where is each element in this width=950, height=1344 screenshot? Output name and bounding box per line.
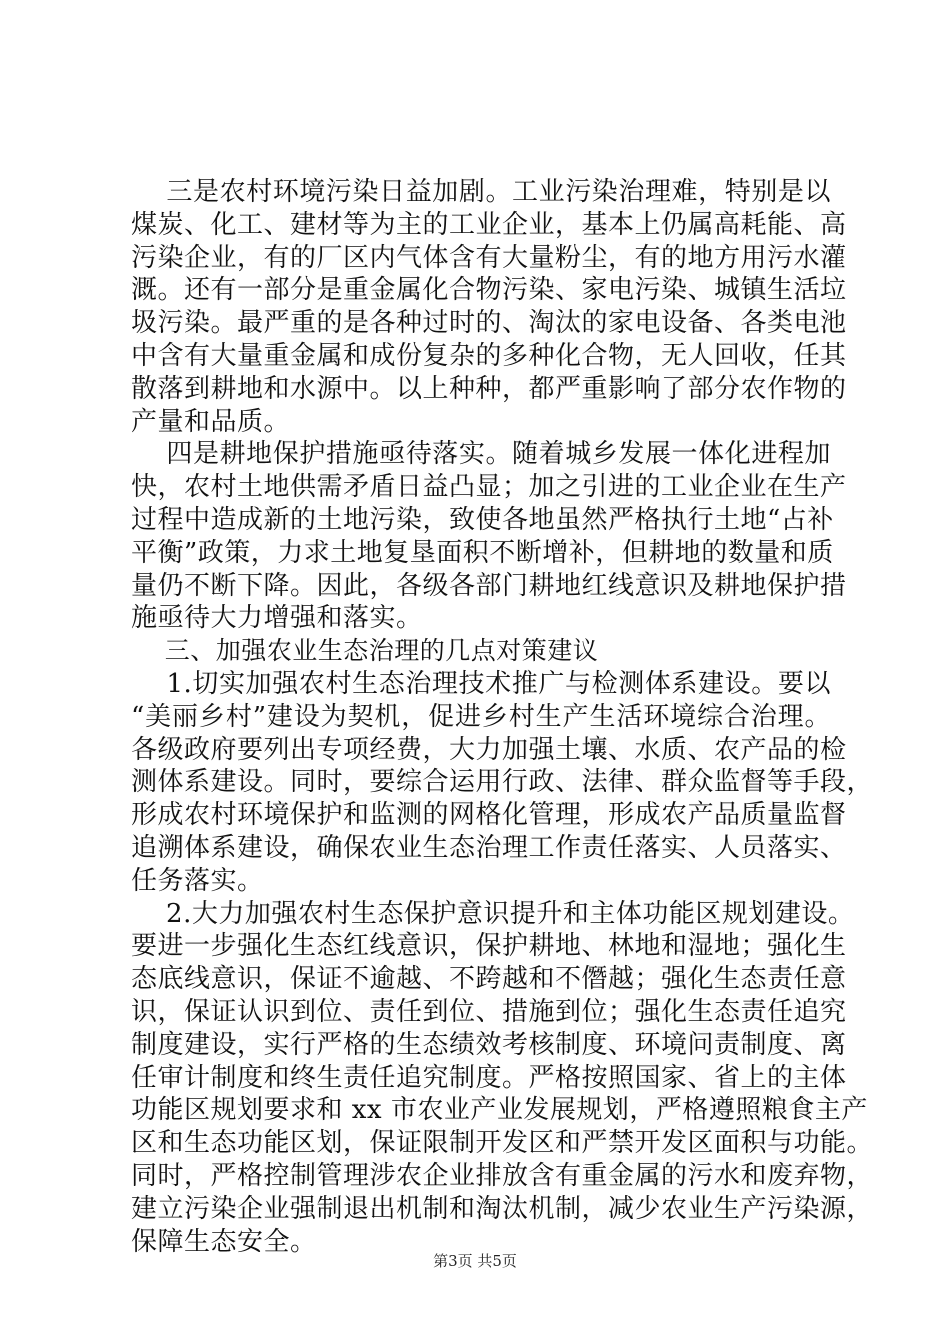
text-line: 同时，严格控制管理涉农企业排放含有重金属的污水和废弃物， — [131, 1160, 874, 1191]
text-line: 制度建设，实行严格的生态绩效考核制度、环境问责制度、离 — [131, 1029, 847, 1060]
text-line: 各级政府要列出专项经费，大力加强土壤、水质、农产品的检 — [131, 734, 847, 765]
text-line: “美丽乡村”建设为契机，促进乡村生产生活环境综合治理。 — [131, 701, 831, 732]
text-line: 圾污染。最严重的是各种过时的、淘汰的家电设备、各类电池 — [131, 308, 847, 339]
text-line: 1.切实加强农村生态治理技术推广与检测体系建设。要以 — [131, 668, 831, 699]
text-line: 要进一步强化生态红线意识，保护耕地、林地和湿地；强化生 — [131, 931, 847, 962]
text-line: 溉。还有一部分是重金属化合物污染、家电污染、城镇生活垃 — [131, 275, 847, 306]
text-line: 追溯体系建设，确保农业生态治理工作责任落实、人员落实、 — [131, 832, 847, 863]
paragraph — [131, 438, 847, 635]
text-line: 污染企业，有的厂区内气体含有大量粉尘，有的地方用污水灌 — [131, 242, 847, 273]
paragraph — [131, 898, 874, 1259]
text-line: 建立污染企业强制退出机制和淘汰机制，减少农业生产污染源， — [131, 1193, 874, 1224]
document-body — [131, 176, 874, 1258]
page-footer: 第3页 共5页 — [433, 1252, 517, 1270]
heading-line: 三、加强农业生态治理的几点对策建议 — [131, 636, 599, 666]
text-line: 四是耕地保护措施亟待落实。随着城乡发展一体化进程加 — [131, 439, 831, 470]
text-line: 区和生态功能区划，保证限制开发区和严禁开发区面积与功能。 — [131, 1128, 874, 1159]
section-heading — [131, 635, 831, 668]
text-line: 任审计制度和终生责任追究制度。严格按照国家、省上的主体 — [131, 1062, 847, 1093]
text-line: 测体系建设。同时，要综合运用行政、法律、群众监督等手段， — [131, 767, 874, 798]
text-line: 2.大力加强农村生态保护意识提升和主体功能区规划建设。 — [131, 898, 855, 929]
text-line: 煤炭、化工、建材等为主的工业企业，基本上仍属高耗能、高 — [131, 209, 847, 240]
text-line: 过程中造成新的土地污染，致使各地虽然严格执行土地“占补 — [131, 504, 834, 535]
text-line: 识，保证认识到位、责任到位、措施到位；强化生态责任追究 — [131, 996, 847, 1027]
text-line: 施亟待大力增强和落实。 — [131, 603, 423, 634]
text-line: 任务落实。 — [131, 865, 264, 896]
paragraph — [131, 668, 874, 898]
paragraph — [131, 176, 847, 438]
text-line: 形成农村环境保护和监测的网格化管理，形成农产品质量监督 — [131, 800, 847, 831]
text-line: 散落到耕地和水源中。以上种种，都严重影响了部分农作物的 — [131, 373, 847, 404]
text-line: 态底线意识，保证不逾越、不跨越和不僭越；强化生态责任意 — [131, 964, 847, 995]
text-line: 三是农村环境污染日益加剧。工业污染治理难，特别是以 — [131, 177, 831, 207]
text-line: 量仍不断下降。因此，各级各部门耕地红线意识及耕地保护措 — [131, 570, 847, 601]
text-line: 平衡”政策，力求土地复垦面积不断增补，但耕地的数量和质 — [131, 537, 834, 568]
text-line: 中含有大量重金属和成份复杂的多种化合物，无人回收，任其 — [131, 340, 847, 371]
text-line: 功能区规划要求和 xx 市农业产业发展规划，严格遵照粮食主产 — [131, 1095, 868, 1126]
text-line: 保障生态安全。 — [131, 1226, 317, 1257]
text-line: 产量和品质。 — [131, 406, 291, 437]
text-line: 快，农村土地供需矛盾日益凸显；加之引进的工业企业在生产 — [131, 472, 847, 503]
